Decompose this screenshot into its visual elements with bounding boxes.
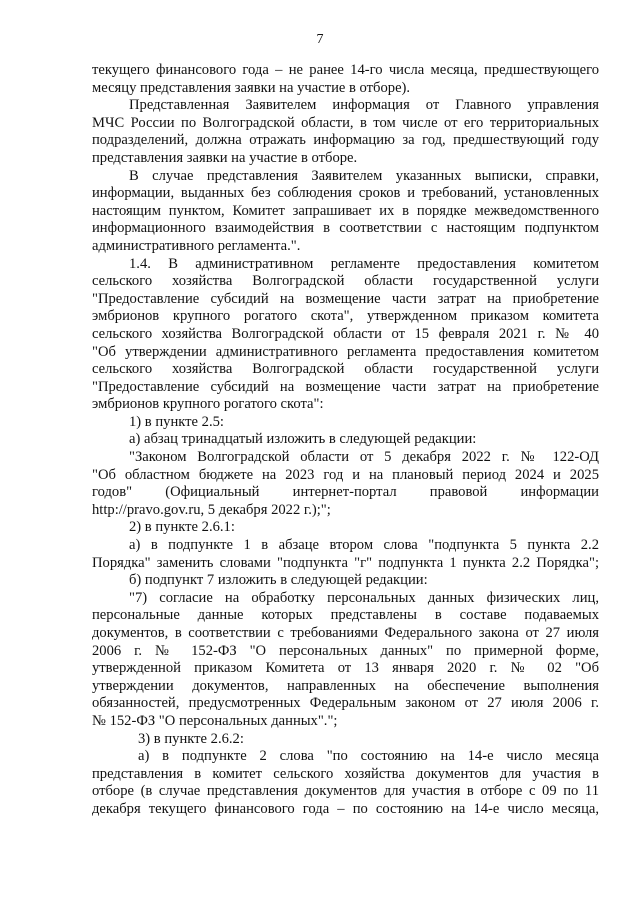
text-line: 2006 г. № 152-ФЗ "О персональных данных" по примерной форме,	[92, 642, 599, 659]
text-line: http://pravo.gov.ru, 5 декабря 2022 г.);";	[92, 501, 331, 518]
text-line: 2) в пункте 2.6.1:	[129, 519, 235, 536]
text-line: эмбрионов крупного рогатого скота":	[92, 396, 324, 413]
text-line: подразделений, должна отражать информацию за год, предшествующий году	[92, 132, 599, 149]
text-line: персональные данные которых представлены в составе подаваемых	[92, 607, 599, 624]
text-line: "Об областном бюджете на 2023 год и на плановый период 2024 и 2025	[92, 466, 599, 483]
text-line: декабря текущего финансового года – по состоянию на 14-е число месяца,	[92, 800, 599, 817]
text-line: а) в подпункте 2 слова "по состоянию на 14-е число месяца	[138, 748, 599, 765]
text-line: отборе (в случае представления документов для участия в отборе с 09 по 11	[92, 783, 599, 800]
text-line: Порядка" заменить словами "подпункта "г" подпункта 1 пункта 2.2 Порядка";	[92, 554, 599, 571]
text-line: месяцу представления заявки на участие в отборе).	[92, 79, 411, 96]
text-line: сельского хозяйства Волгоградской области государственной услуги	[92, 361, 599, 378]
text-line: представления заявки на участие в отборе.	[92, 149, 358, 166]
text-line: утвержденной приказом Комитета от 13 января 2020 г. № 02 "Об	[92, 660, 599, 677]
text-line: эмбрионов крупного рогатого скота", утвержденном приказом комитета	[92, 308, 599, 325]
text-line: обязанностей, предусмотренных Федеральным законом от 27 июля 2006 г.	[92, 695, 599, 712]
text-line: "Предоставление субсидий на возмещение части затрат на приобретение	[92, 378, 599, 395]
text-line: "Предоставление субсидий на возмещение части затрат на приобретение	[92, 290, 599, 307]
text-line: "Об утверждении административного регламента предоставления комитетом	[92, 343, 599, 360]
text-line: а) абзац тринадцатый изложить в следующей редакции:	[129, 431, 477, 448]
text-line: Представленная Заявителем информация от Главного управления	[129, 97, 599, 114]
text-line: годов" (Официальный интернет-портал правовой информации	[92, 484, 599, 501]
text-line: а) в подпункте 1 в абзаце втором слова "подпункта 5 пункта 2.2	[129, 537, 599, 554]
document-body	[92, 62, 599, 819]
text-line: представления в комитет сельского хозяйства документов для участия в	[92, 765, 599, 782]
text-line: настоящим пунктом, Комитет запрашивает их в порядке межведомственного	[92, 202, 599, 219]
text-line: МЧС России по Волгоградской области, в том числе от его территориальных	[92, 114, 599, 131]
text-line: информации, выданных без соблюдения сроков и требований, установленных	[92, 185, 599, 202]
text-line: административного регламента.".	[92, 237, 301, 254]
text-line: информационного взаимодействия в соответствии с настоящим подпунктом	[92, 220, 599, 237]
text-line: документов, в соответствии с требованиями Федерального закона от 27 июля	[92, 625, 599, 641]
text-line: сельского хозяйства Волгоградской области государственной услуги	[92, 273, 599, 290]
text-line: В случае представления Заявителем указанных выписки, справки,	[129, 167, 599, 184]
text-line: "Законом Волгоградской области от 5 декабря 2022 г. № 122-ОД	[129, 449, 599, 466]
page-number: 7	[316, 32, 324, 47]
text-line: сельского хозяйства Волгоградской области от 15 февраля 2021 г. № 40	[92, 325, 599, 342]
text-line: текущего финансового года – не ранее 14-го числа месяца, предшествующего	[92, 62, 599, 78]
text-line: утверждении документов, направленных на обеспечение выполнения	[92, 677, 599, 694]
text-line: "7) согласие на обработку персональных данных физических лиц,	[129, 589, 599, 606]
text-line: № 152-ФЗ "О персональных данных".";	[92, 712, 338, 729]
text-line: 3) в пункте 2.6.2:	[138, 730, 244, 747]
text-line: 1) в пункте 2.5:	[129, 413, 224, 430]
text-line: б) подпункт 7 изложить в следующей редакции:	[129, 572, 428, 589]
text-line: 1.4. В административном регламенте предоставления комитетом	[129, 255, 599, 272]
